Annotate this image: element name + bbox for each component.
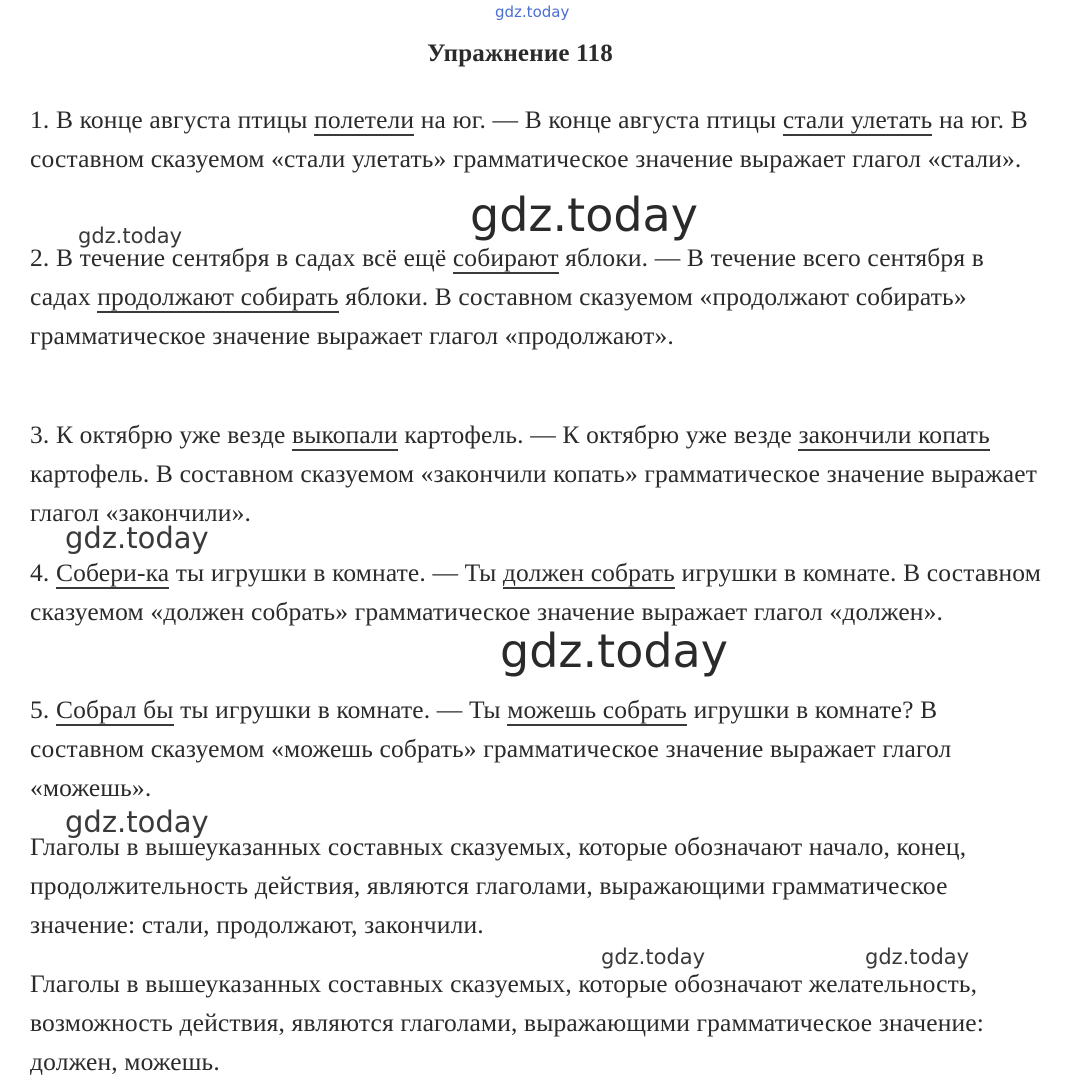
conclusion-paragraph-1: Глаголы в вышеуказанных составных сказуемых, которые обозначают начало, конец, продолжительность действия, являются глаголами, выражающими грамматическое значение: стали, продолжают, закончили. — [30, 832, 967, 939]
paragraph-2: 2. В течение сентября в садах всё ещё собирают яблоки. — В течение всего сентября в садах продолжают собирать яблоки. В составном сказуемом «продолжают собирать» грамматическое значение выражает глагол «продолжают». — [30, 243, 984, 350]
watermark: gdz.today — [865, 945, 970, 969]
paragraph-5: 5. Собрал бы ты игрушки в комнате. — Ты можешь собрать игрушки в комнате? В составном сказуемом «можешь собрать» грамматическое значение выражает глагол «можешь». — [30, 695, 952, 802]
predicate-compound: должен собрать — [502, 558, 675, 587]
paragraph-3: 3. К октябрю уже везде выкопали картофель. — К октябрю уже везде закончили копать картофель. В составном сказуемом «закончили копать» грамматическое значение выражает глагол «закончили». — [30, 420, 1037, 527]
paragraph-4: 4. Собери-ка ты игрушки в комнате. — Ты должен собрать игрушки в комнате. В составном сказуемом «должен собрать» грамматическое значение выражает глагол «должен». — [30, 558, 1042, 626]
predicate-simple: Собрал бы — [55, 695, 174, 724]
exercise-title: Упражнение 118 — [427, 40, 613, 67]
predicate-simple: Собери-ка — [55, 558, 170, 587]
paragraph-1: 1. В конце августа птицы полетели на юг. — В конце августа птицы стали улетать на юг. В составном сказуемом «стали улетать» грамматическое значение выражает глагол «стали». — [30, 105, 1028, 173]
watermark-top: gdz.today — [495, 3, 570, 21]
predicate-compound: продолжают собирать — [97, 282, 339, 311]
predicate-compound: можешь собрать — [507, 695, 688, 724]
predicate-simple: выкопали — [292, 420, 398, 449]
watermark: gdz.today — [601, 945, 706, 969]
watermark: gdz.today — [78, 224, 183, 248]
predicate-simple: полетели — [314, 105, 415, 134]
predicate-compound: закончили копать — [798, 420, 990, 449]
watermark: gdz.today — [500, 624, 728, 678]
watermark: gdz.today — [470, 188, 698, 242]
predicate-simple: собирают — [452, 243, 559, 272]
conclusion-paragraph-2: Глаголы в вышеуказанных составных сказуемых, которые обозначают желательность, возможность действия, являются глаголами, выражающими грамматическое значение: должен, можешь. — [30, 969, 985, 1076]
watermark: gdz.today — [65, 521, 209, 555]
watermark: gdz.today — [65, 805, 209, 839]
predicate-compound: стали улетать — [782, 105, 933, 134]
